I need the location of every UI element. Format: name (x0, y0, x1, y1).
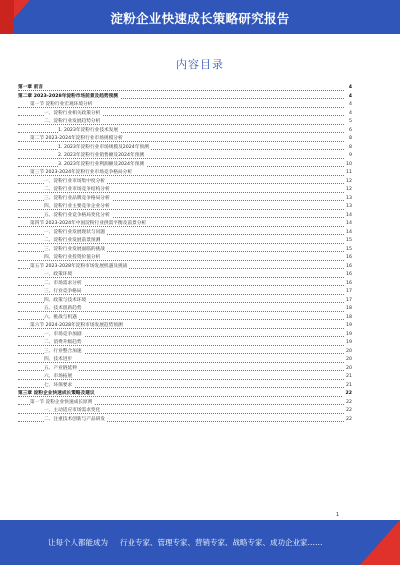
toc-entry-label: 二、淀粉行业市场竞争结构分析 (44, 187, 110, 192)
toc-entry[interactable] (18, 416, 352, 425)
toc-entry-label: 第五节 2023-2028年淀粉市场发展机遇及挑战 (30, 263, 128, 269)
toc-entry-label: 四、淀粉行业主要竞争企业分析 (44, 204, 110, 209)
toc-entry[interactable] (18, 356, 352, 365)
toc-entry-label: 3. 2023年淀粉行业利润额及2024年预测 (58, 161, 145, 167)
toc-entry[interactable] (18, 135, 352, 144)
toc-entry-page: 22 (343, 390, 352, 399)
toc-entry-page: 8 (347, 144, 352, 153)
toc-entry-label: 第三节 2023-2024年淀粉行业市场竞争格局分析 (30, 170, 133, 175)
toc-entry-page: 18 (344, 305, 352, 314)
toc-entry-label: 五、技术创新趋势 (44, 306, 82, 311)
toc-entry[interactable] (18, 407, 352, 416)
toc-entry[interactable] (18, 365, 352, 374)
toc-entry[interactable] (18, 144, 352, 153)
toc-entry-label: 第二章 2023-2028年淀粉市场前景及趋势预测 (18, 93, 118, 99)
toc-entry-label: 六、市场拓展 (44, 374, 73, 379)
toc-entry-label: 三、行业竞争格局 (44, 289, 82, 294)
toc-entry[interactable] (18, 254, 352, 263)
toc-entry-page: 4 (347, 93, 352, 102)
toc-entry-label: 三、淀粉行业发展面临的挑战 (44, 246, 105, 252)
toc-entry-label: 第一节 淀粉行业宏观环境分析 (30, 102, 93, 107)
toc-entry[interactable] (18, 195, 352, 204)
toc-entry-page: 14 (344, 220, 352, 229)
toc-entry-label: 第二节 2023-2024年淀粉行业市场规模分析 (30, 136, 123, 141)
toc-entry-page: 6 (347, 127, 352, 136)
toc-entry-label: 一、主动适应市场需求变化 (44, 408, 101, 413)
toc-entry-label: 1. 2023年淀粉行业技术发展 (58, 127, 119, 133)
toc-dot-leader (18, 90, 344, 91)
toc-entry-label: 二、市场需求分析 (44, 280, 82, 286)
toc-entry-page: 22 (344, 399, 352, 408)
toc-entry-page: 8 (347, 135, 352, 144)
toc-entry-page: 4 (347, 110, 352, 119)
toc-entry-label: 一、市场竞争加剧 (44, 331, 82, 337)
toc-entry-label: 四、技术进步 (44, 357, 73, 362)
footer-red-triangle (360, 520, 400, 565)
toc-entry-page: 14 (344, 212, 352, 221)
toc-entry[interactable] (18, 390, 352, 399)
toc-entry[interactable] (18, 212, 352, 221)
toc-entry[interactable] (18, 322, 352, 331)
toc-entry-page: 13 (344, 195, 352, 204)
toc-entry-page: 17 (344, 297, 352, 306)
toc-entry[interactable] (18, 161, 352, 170)
toc-entry[interactable] (18, 220, 352, 229)
toc-entry-page: 14 (344, 229, 352, 238)
toc-entry-page: 9 (347, 152, 352, 161)
toc-entry-page: 4 (347, 84, 352, 93)
toc-entry-label: 二、消费升级趋势 (44, 340, 82, 345)
toc-entry-page: 17 (344, 288, 352, 297)
toc-entry-page: 20 (344, 356, 352, 365)
toc-entry-page: 16 (344, 254, 352, 263)
toc-entry-page: 21 (344, 373, 352, 382)
toc-entry[interactable] (18, 178, 352, 187)
toc-entry-label: 二、淀粉行业发展前景预测 (44, 238, 101, 243)
toc-entry[interactable] (18, 110, 352, 119)
toc-entry[interactable] (18, 93, 352, 102)
report-title: 淀粉企业快速成长策略研究报告 (110, 11, 290, 26)
toc-entry-page: 4 (347, 101, 352, 110)
toc-entry-label: 四、淀粉行业投资价值分析 (44, 255, 101, 260)
toc-heading: 内容目录 (176, 58, 224, 71)
toc-entry-page: 16 (344, 271, 352, 280)
toc-entry[interactable] (18, 169, 352, 178)
toc-entry[interactable] (18, 127, 352, 136)
toc-entry[interactable] (18, 331, 352, 340)
toc-entry-page: 19 (344, 339, 352, 348)
toc-entry-page: 12 (344, 186, 352, 195)
toc-entry-label: 第一章 前言 (18, 85, 44, 90)
toc-entry[interactable] (18, 152, 352, 161)
toc-entry-label: 第一节 淀粉企业快速成长原则 (30, 399, 93, 405)
toc-entry[interactable] (18, 297, 352, 306)
toc-entry-label: 一、淀粉行业发展现状与问题 (44, 229, 105, 235)
toc-entry-page: 20 (344, 365, 352, 374)
toc-entry-page: 16 (344, 280, 352, 289)
toc-entry[interactable] (18, 263, 352, 272)
toc-entry-page: 22 (344, 416, 352, 425)
toc-entry-page: 18 (344, 314, 352, 323)
toc-entry-label: 二、注重技术创新与产品研发 (44, 416, 105, 422)
toc-entry-label: 2. 2023年淀粉行业销售额及2024年预测 (58, 153, 145, 158)
toc-entry-page: 16 (344, 263, 352, 272)
toc-entry-label: 第六节 2024-2028年淀粉市场发展趋势预测 (30, 323, 123, 328)
footer-slogan-roles: 行业专家、管理专家、营销专家、战略专家、成功企业家…… (120, 538, 323, 547)
toc-entry-page: 12 (344, 178, 352, 187)
toc-entry[interactable] (18, 382, 352, 391)
toc-entry-page: 15 (344, 237, 352, 246)
toc-entry[interactable] (18, 348, 352, 357)
page-header (0, 0, 400, 34)
toc-entry-label: 一、淀粉行业相关政策分析 (44, 110, 101, 116)
toc-entry[interactable] (18, 339, 352, 348)
toc-entry[interactable] (18, 118, 352, 127)
toc-entry[interactable] (18, 101, 352, 110)
toc-entry[interactable] (18, 246, 352, 255)
toc-entry-label: 五、产业链延伸 (44, 365, 77, 371)
toc-entry[interactable] (18, 271, 352, 280)
toc-entry[interactable] (18, 280, 352, 289)
toc-entry[interactable] (18, 373, 352, 382)
toc-entry-page: 5 (347, 118, 352, 127)
toc-entry-label: 七、环保要求 (44, 382, 73, 388)
toc-entry-page: 20 (344, 348, 352, 357)
page-number: 1 (336, 512, 340, 518)
toc-entry-label: 一、政策环境 (44, 272, 73, 277)
toc-entry-label: 三、行业整合加速 (44, 348, 82, 354)
toc-entry-page: 22 (344, 407, 352, 416)
page-footer (0, 520, 400, 565)
toc-entry-page: 15 (344, 246, 352, 255)
toc-entry-label: 第三章 淀粉企业快速成长策略及建议 (18, 391, 95, 396)
toc-entry-page: 21 (344, 382, 352, 391)
toc-entry-label: 四、政策与技术环境 (44, 297, 87, 303)
toc-entry-label: 六、挑战与机遇 (44, 314, 77, 320)
toc-entry-page: 11 (344, 169, 352, 178)
toc-entry[interactable] (18, 229, 352, 238)
toc-entry-label: 三、淀粉行业品牌竞争格局分析 (44, 195, 110, 201)
toc-entry[interactable] (18, 203, 352, 212)
toc-entry[interactable] (18, 399, 352, 408)
footer-slogan-lead: 让每个人都能成为 (48, 538, 108, 547)
toc-entry[interactable] (18, 288, 352, 297)
toc-entry-page: 19 (344, 322, 352, 331)
toc-entry-label: 二、淀粉行业发展趋势分析 (44, 119, 101, 124)
toc-entry-page: 13 (344, 203, 352, 212)
toc-entry[interactable] (18, 186, 352, 195)
toc-entry[interactable] (18, 314, 352, 323)
toc-entry-label: 第四节 2023-2024年中国淀粉行业供需平衡及前景分析 (30, 221, 147, 226)
table-of-contents (18, 84, 352, 424)
toc-entry-label: 一、淀粉行业市场集中度分析 (44, 178, 105, 184)
toc-entry-label: 1. 2023年淀粉行业市场规模及2024年预测 (58, 144, 149, 150)
toc-entry[interactable] (18, 305, 352, 314)
toc-entry[interactable] (18, 84, 352, 93)
toc-entry-page: 10 (344, 161, 352, 170)
toc-entry-label: 五、淀粉行业竞争格局变化分析 (44, 212, 110, 218)
toc-entry-page: 19 (344, 331, 352, 340)
toc-entry[interactable] (18, 237, 352, 246)
